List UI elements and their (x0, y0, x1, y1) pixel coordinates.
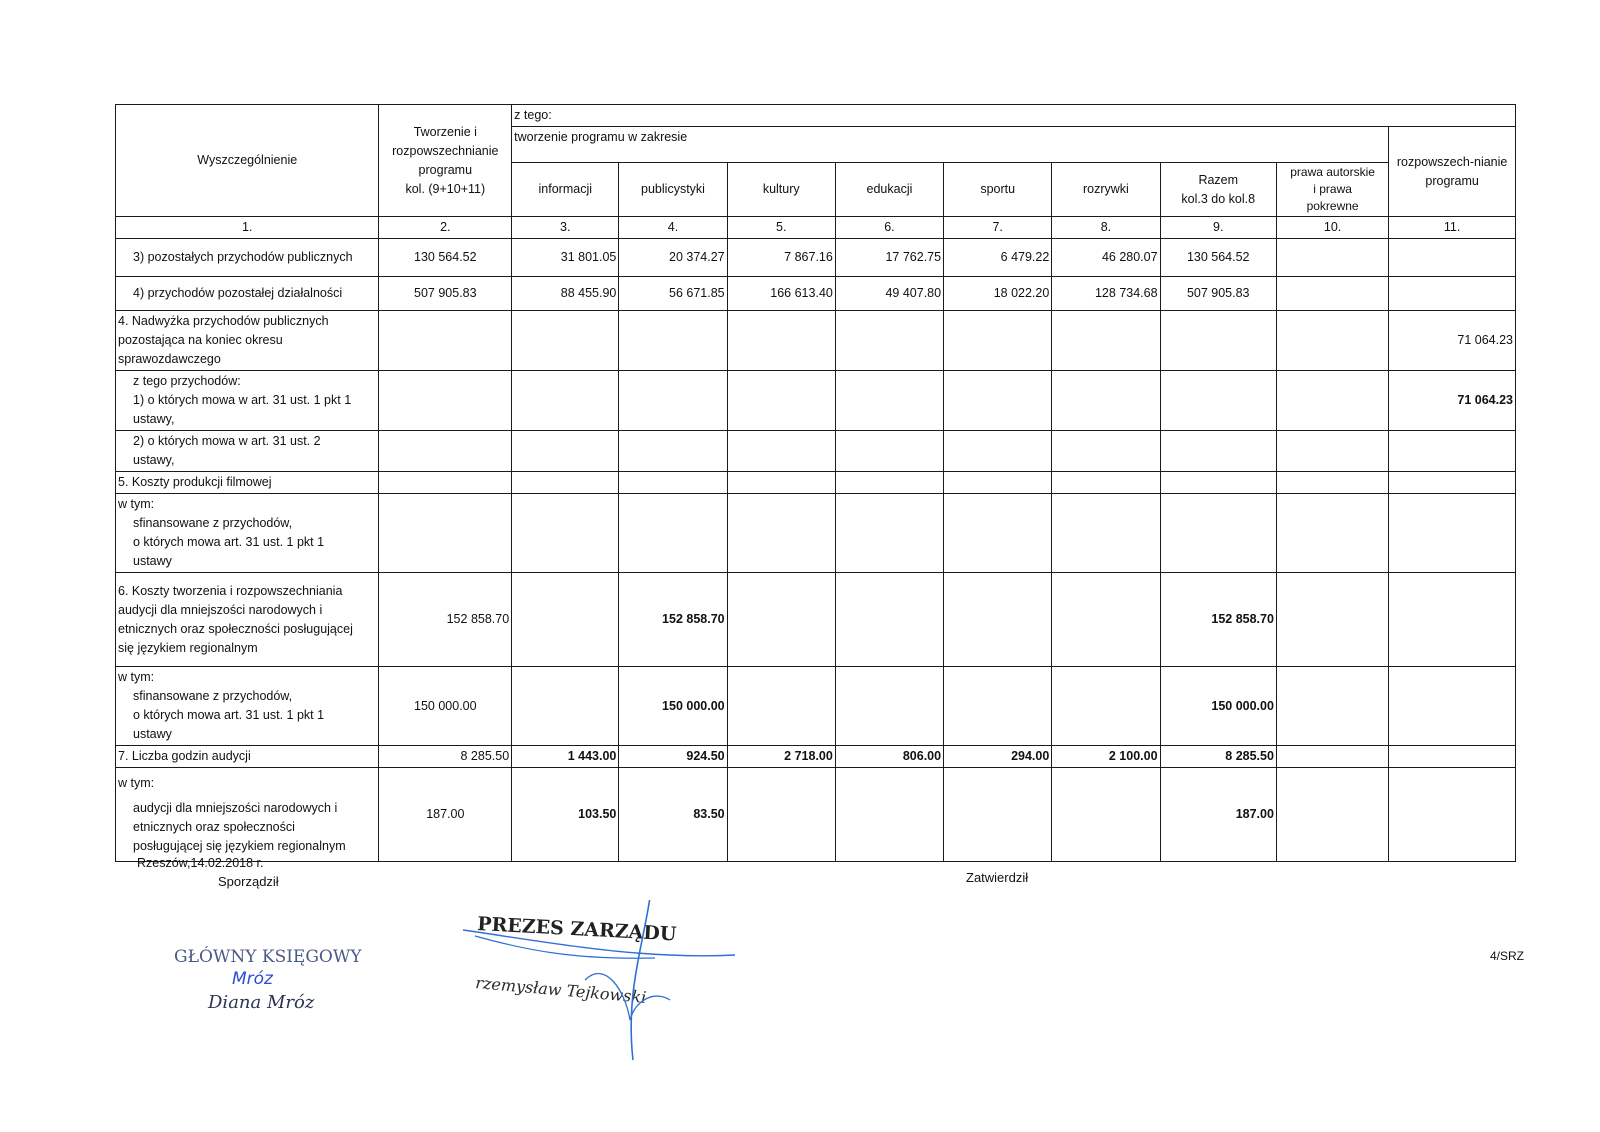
table-row (116, 431, 1516, 472)
value-cell (512, 472, 619, 494)
value-cell: 128 734.68 (1052, 277, 1160, 311)
value-cell (379, 494, 512, 573)
value-cell (1052, 431, 1160, 472)
table-row (116, 239, 1516, 277)
value-cell: 46 280.07 (1052, 239, 1160, 277)
value-cell (1052, 371, 1160, 431)
row-label (116, 746, 379, 768)
header-informacji: informacji (512, 163, 619, 217)
value-cell: 806.00 (835, 746, 943, 768)
value-cell (944, 768, 1052, 862)
header-distribution-line: programu (1425, 173, 1479, 188)
column-number: 5. (727, 217, 835, 239)
value-cell (727, 667, 835, 746)
value-cell (1052, 472, 1160, 494)
president-stamp (455, 900, 755, 1080)
row-label-line: 2) o których mowa w art. 31 ust. 2 (133, 434, 321, 448)
value-cell (619, 472, 727, 494)
value-cell (1389, 239, 1516, 277)
value-cell (835, 573, 943, 667)
value-cell (727, 494, 835, 573)
header-description: Wyszczególnienie (116, 105, 379, 217)
value-cell (1389, 573, 1516, 667)
row-label (116, 472, 379, 494)
row-label-line: etnicznych oraz społeczności (133, 819, 295, 834)
value-cell (1052, 667, 1160, 746)
value-cell (835, 311, 943, 371)
column-number-row (116, 217, 1516, 239)
stamp-accountant-name: Diana Mróz (208, 992, 315, 1013)
stamp-president-title: PREZES ZARZĄDU (476, 913, 677, 946)
value-cell: 130 564.52 (1160, 239, 1276, 277)
value-cell: 130 564.52 (379, 239, 512, 277)
value-cell (1276, 768, 1388, 862)
value-cell (944, 472, 1052, 494)
table-row (116, 667, 1516, 746)
column-number: 3. (512, 217, 619, 239)
value-cell: 8 285.50 (379, 746, 512, 768)
column-number: 8. (1052, 217, 1160, 239)
approved-by-label: Zatwierdził (966, 870, 1029, 885)
header-row-1 (116, 105, 1516, 127)
row-label (116, 277, 379, 311)
table-body (116, 239, 1516, 862)
header-copyright-line: pokrewne (1306, 199, 1359, 213)
header-razem (1160, 163, 1276, 217)
value-cell (1276, 311, 1388, 371)
value-cell (1160, 371, 1276, 431)
row-label-line: sprawozdawczego (118, 352, 221, 366)
table-row (116, 371, 1516, 431)
value-cell (944, 431, 1052, 472)
column-number: 7. (944, 217, 1052, 239)
row-label-line: w tym: (118, 775, 155, 790)
value-cell: 6 479.22 (944, 239, 1052, 277)
row-label (116, 667, 379, 746)
header-rozrywki: rozrywki (1052, 163, 1160, 217)
header-kultury: kultury (727, 163, 835, 217)
value-cell (512, 371, 619, 431)
value-cell (1052, 573, 1160, 667)
row-label-line: sfinansowane z przychodów, (133, 689, 293, 703)
value-cell: 150 000.00 (379, 667, 512, 746)
value-cell (944, 494, 1052, 573)
header-distribution (1389, 127, 1516, 217)
header-total-line: Tworzenie i (413, 124, 477, 139)
value-cell (1160, 494, 1276, 573)
value-cell (835, 472, 943, 494)
row-label-line: pozostająca na koniec okresu (118, 333, 283, 347)
header-total-line: kol. (9+10+11) (405, 181, 486, 196)
value-cell (835, 494, 943, 573)
value-cell: 17 762.75 (835, 239, 943, 277)
row-label-line: w tym: (118, 497, 155, 511)
value-cell: 7 867.16 (727, 239, 835, 277)
page-code: 4/SRZ (1490, 949, 1525, 963)
row-label-line: o których mowa art. 31 ust. 1 pkt 1 (133, 535, 325, 549)
header-total-line: programu (418, 162, 473, 177)
value-cell (1389, 472, 1516, 494)
column-number: 2. (379, 217, 512, 239)
value-cell: 49 407.80 (835, 277, 943, 311)
value-cell (835, 667, 943, 746)
value-cell (1276, 371, 1388, 431)
column-number: 4. (619, 217, 727, 239)
value-cell (1276, 277, 1388, 311)
value-cell (1160, 431, 1276, 472)
value-cell: 83.50 (619, 768, 727, 862)
signature-accountant: Mróz (232, 969, 273, 989)
value-cell: 187.00 (1160, 768, 1276, 862)
value-cell (1276, 239, 1388, 277)
value-cell: 294.00 (944, 746, 1052, 768)
row-label-line: ustawy (133, 727, 172, 741)
column-number: 11. (1389, 217, 1516, 239)
value-cell: 150 000.00 (619, 667, 727, 746)
value-cell (1160, 472, 1276, 494)
value-cell (1276, 746, 1388, 768)
value-cell: 152 858.70 (1160, 573, 1276, 667)
value-cell: 507 905.83 (379, 277, 512, 311)
row-label-line: 7. Liczba godzin audycji (118, 749, 251, 763)
value-cell (512, 431, 619, 472)
value-cell (944, 371, 1052, 431)
accountant-stamp (170, 940, 390, 1020)
value-cell (1276, 494, 1388, 573)
table-row (116, 573, 1516, 667)
value-cell (619, 311, 727, 371)
table-row (116, 277, 1516, 311)
value-cell (727, 311, 835, 371)
value-cell: 152 858.70 (379, 573, 512, 667)
value-cell (512, 573, 619, 667)
value-cell (727, 768, 835, 862)
value-cell: 150 000.00 (1160, 667, 1276, 746)
header-scope: tworzenie programu w zakresie (512, 127, 1389, 163)
row-label-line: posługującej się językiem regionalnym (133, 838, 346, 853)
column-number: 1. (116, 217, 379, 239)
row-label (116, 371, 379, 431)
value-cell (1276, 667, 1388, 746)
value-cell (1389, 768, 1516, 862)
value-cell (835, 371, 943, 431)
value-cell (944, 667, 1052, 746)
value-cell (379, 472, 512, 494)
value-cell: 103.50 (512, 768, 619, 862)
value-cell (619, 494, 727, 573)
value-cell (1389, 431, 1516, 472)
value-cell (619, 431, 727, 472)
value-cell (512, 667, 619, 746)
header-edukacji: edukacji (835, 163, 943, 217)
prepared-by-label: Sporządził (218, 874, 279, 889)
value-cell (1052, 768, 1160, 862)
table-row (116, 494, 1516, 573)
value-cell (1052, 311, 1160, 371)
value-cell: 166 613.40 (727, 277, 835, 311)
column-number: 6. (835, 217, 943, 239)
row-label-line: audycji dla mniejszości narodowych i (118, 602, 323, 617)
row-label (116, 494, 379, 573)
value-cell: 20 374.27 (619, 239, 727, 277)
table-row (116, 768, 1516, 862)
value-cell: 18 022.20 (944, 277, 1052, 311)
row-label (116, 573, 379, 667)
value-cell (1160, 311, 1276, 371)
value-cell (944, 573, 1052, 667)
value-cell: 31 801.05 (512, 239, 619, 277)
row-label-line: w tym: (118, 670, 155, 684)
report-table (115, 104, 1516, 862)
value-cell: 71 064.23 (1389, 311, 1516, 371)
row-label (116, 311, 379, 371)
header-razem-line: Razem (1198, 172, 1239, 187)
value-cell (835, 431, 943, 472)
value-cell (944, 311, 1052, 371)
table-row (116, 746, 1516, 768)
value-cell: 71 064.23 (1389, 371, 1516, 431)
value-cell (379, 311, 512, 371)
row-label-line: 6. Koszty tworzenia i rozpowszechniania (118, 583, 343, 598)
value-cell (1052, 494, 1160, 573)
row-label-line: się językiem regionalnym (118, 640, 258, 655)
table-row (116, 472, 1516, 494)
value-cell (1276, 472, 1388, 494)
value-cell (1389, 277, 1516, 311)
place-date: Rzeszów,14.02.2018 r. (137, 856, 264, 870)
value-cell (379, 371, 512, 431)
header-copyright (1276, 163, 1388, 217)
row-label-line: z tego przychodów: (133, 374, 241, 388)
row-label-line: 4) przychodów pozostałej działalności (133, 286, 343, 300)
value-cell (727, 573, 835, 667)
row-label-line: ustawy, (133, 453, 175, 467)
column-number: 9. (1160, 217, 1276, 239)
value-cell (1389, 746, 1516, 768)
value-cell (727, 472, 835, 494)
value-cell: 2 100.00 (1052, 746, 1160, 768)
header-publicystyki: publicystyki (619, 163, 727, 217)
value-cell (512, 494, 619, 573)
value-cell: 187.00 (379, 768, 512, 862)
header-distribution-line: rozpowszech-nianie (1396, 154, 1508, 169)
value-cell (1389, 667, 1516, 746)
header-total-line: rozpowszechnianie (392, 143, 499, 158)
value-cell (1276, 431, 1388, 472)
value-cell (727, 371, 835, 431)
row-label-line: 4. Nadwyżka przychodów publicznych (118, 314, 329, 328)
value-cell (512, 311, 619, 371)
value-cell: 8 285.50 (1160, 746, 1276, 768)
value-cell: 1 443.00 (512, 746, 619, 768)
value-cell: 56 671.85 (619, 277, 727, 311)
stamp-accountant-title: GŁÓWNY KSIĘGOWY (174, 947, 362, 967)
row-label-line: ustawy, (133, 412, 175, 426)
value-cell: 88 455.90 (512, 277, 619, 311)
value-cell: 924.50 (619, 746, 727, 768)
value-cell: 2 718.00 (727, 746, 835, 768)
table-row (116, 311, 1516, 371)
value-cell (1389, 494, 1516, 573)
row-label (116, 431, 379, 472)
value-cell (619, 371, 727, 431)
value-cell (1276, 573, 1388, 667)
row-label (116, 239, 379, 277)
header-copyright-line: prawa autorskie (1290, 165, 1375, 179)
report-sheet (115, 104, 1516, 862)
row-label-line: etnicznych oraz społeczności posługującej (118, 621, 353, 636)
row-label-line: ustawy (133, 554, 172, 568)
header-z-tego: z tego: (512, 105, 1516, 127)
value-cell (727, 431, 835, 472)
row-label-line: 3) pozostałych przychodów publicznych (133, 250, 353, 264)
header-sportu: sportu (944, 163, 1052, 217)
row-label-line: 5. Koszty produkcji filmowej (118, 475, 272, 489)
row-label (116, 768, 379, 862)
row-label-line: sfinansowane z przychodów, (133, 516, 293, 530)
value-cell (835, 768, 943, 862)
row-label-line: 1) o których mowa w art. 31 ust. 1 pkt 1 (133, 393, 352, 407)
row-label-line: audycji dla mniejszości narodowych i (133, 800, 338, 815)
header-copyright-line: i prawa (1313, 182, 1352, 196)
value-cell (379, 431, 512, 472)
value-cell: 152 858.70 (619, 573, 727, 667)
column-number: 10. (1276, 217, 1388, 239)
row-label-line: o których mowa art. 31 ust. 1 pkt 1 (133, 708, 325, 722)
stamp-president-name: rzemysław Tejkowski (474, 973, 648, 1007)
header-razem-line: kol.3 do kol.8 (1181, 191, 1256, 206)
value-cell: 507 905.83 (1160, 277, 1276, 311)
header-total (379, 105, 512, 217)
